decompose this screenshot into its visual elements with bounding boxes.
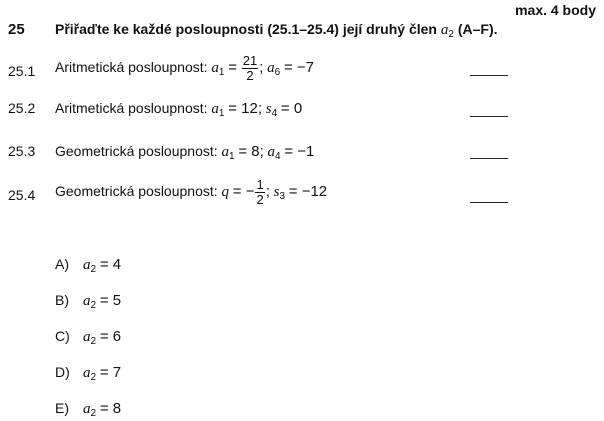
answer-blank[interactable] bbox=[470, 158, 508, 159]
fraction: $\frac{1}{2}$ bbox=[256, 177, 264, 207]
item-statement bbox=[55, 100, 302, 118]
item-statement bbox=[55, 143, 314, 161]
option-value: $a_2 = 5$ bbox=[83, 292, 122, 311]
item-number: 25.1 bbox=[8, 63, 36, 79]
task-number: 25 bbox=[8, 21, 25, 38]
max-points: max. 4 body bbox=[515, 2, 596, 18]
item-number: 25.3 bbox=[8, 143, 36, 159]
option-letter: B) bbox=[55, 292, 69, 308]
option-value: $a_2 = 7$ bbox=[83, 364, 122, 383]
answer-blank[interactable] bbox=[470, 116, 508, 117]
option-value: $a_2 = 4$ bbox=[83, 256, 122, 275]
option-value: $a_2 = 6$ bbox=[83, 328, 122, 347]
item-statement bbox=[55, 178, 327, 207]
option-letter: C) bbox=[55, 328, 70, 344]
item-math: $a_1 = 8$; $a_4 = -1$ bbox=[221, 143, 315, 162]
item-math: q = − $\frac{1}{2}$ ; $s_3 = -12$ bbox=[221, 177, 328, 207]
item-label: Aritmetická posloupnost: bbox=[55, 100, 208, 116]
instruction-variable: $a_2$ bbox=[440, 22, 454, 40]
item-label: Geometrická posloupnost: bbox=[55, 143, 218, 159]
instruction-text: Přiřaďte ke každé posloupnosti (25.1–25.4) její druhý člen bbox=[55, 21, 437, 37]
task-instruction bbox=[55, 21, 498, 39]
item-statement bbox=[55, 54, 314, 83]
item-label: Aritmetická posloupnost: bbox=[55, 58, 208, 75]
item-number: 25.4 bbox=[8, 187, 36, 203]
option-letter: D) bbox=[55, 364, 70, 380]
option-letter: E) bbox=[55, 400, 69, 416]
answer-blank[interactable] bbox=[470, 75, 508, 76]
item-math: $a_1$ = $\frac{21}{2}$ ; $a_6 = -7$ bbox=[211, 53, 314, 83]
instruction-tail: (A–F). bbox=[457, 21, 498, 37]
fraction: $\frac{21}{2}$ bbox=[242, 53, 258, 83]
answer-blank[interactable] bbox=[470, 202, 508, 203]
option-letter: A) bbox=[55, 256, 69, 272]
item-math: $a_1 = 12$; $s_4 = 0$ bbox=[211, 100, 303, 119]
item-label: Geometrická posloupnost: bbox=[55, 182, 218, 199]
item-number: 25.2 bbox=[8, 100, 36, 116]
option-value: $a_2 = 8$ bbox=[83, 400, 122, 419]
